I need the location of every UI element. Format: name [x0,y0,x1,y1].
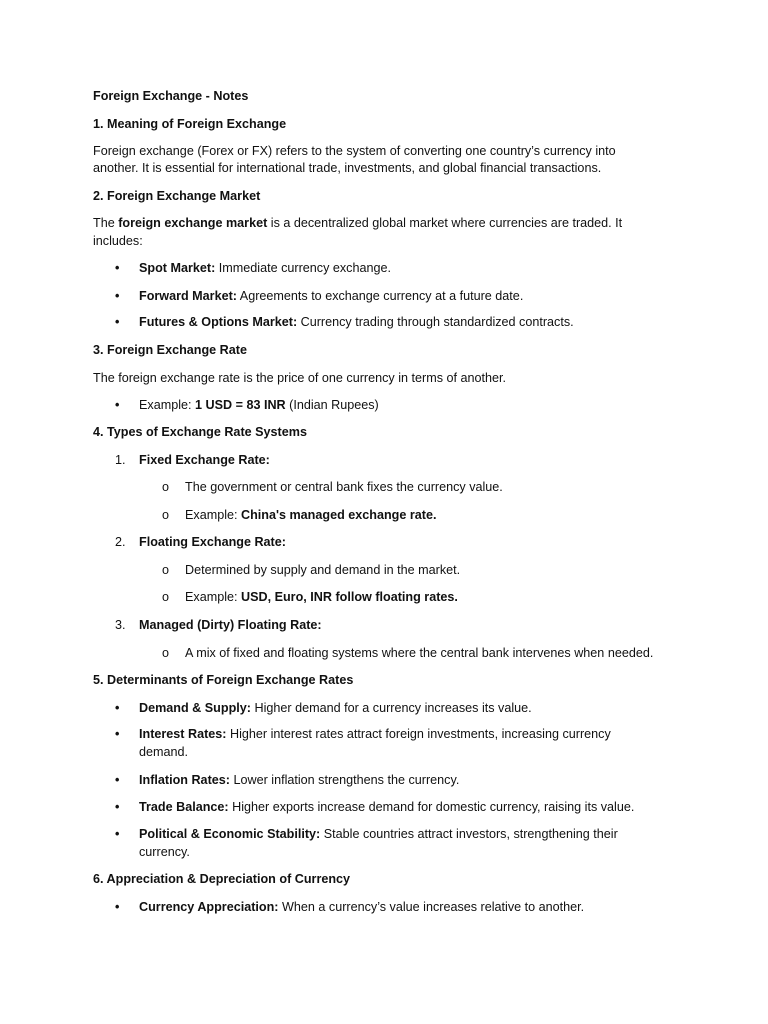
list-item-text: Higher exports increase demand for domestic currency, raising its value. [228,800,635,814]
bullet-marker: • [115,289,120,303]
list-item [139,725,611,743]
sub-list-item [185,506,436,524]
paragraph-line: The foreign exchange rate is the price of one currency in terms of another. [93,371,507,385]
bullet-marker: • [115,900,120,914]
sub-list-item [185,644,653,662]
bold-term: 1 USD = 83 INR [195,398,286,412]
list-item-text: Immediate currency exchange. [215,261,391,275]
numbered-item-label: Floating Exchange Rate: [139,535,286,549]
bold-term: Political & Economic Stability: [139,827,321,841]
bullet-marker: • [115,773,120,787]
bold-term: Futures & Options Market: [139,315,298,329]
list-item [139,798,634,816]
paragraph-line: another. It is essential for international trade, investments, and global financial transactions. [93,161,602,175]
bold-term: China's managed exchange rate. [241,508,437,522]
list-item [139,825,618,843]
bold-term: Spot Market: [139,261,216,275]
list-item-text: Stable countries attract investors, strengthening their [320,827,618,841]
bullet-marker: • [115,315,120,329]
sub-list-item [185,478,503,496]
list-item [139,771,459,789]
sub-bullet-marker: o [162,563,170,577]
document-title: Foreign Exchange - Notes [93,89,249,103]
bullet-marker: • [115,398,120,412]
bold-term: Interest Rates: [139,727,227,741]
section-heading-4: 4. Types of Exchange Rate Systems [93,425,307,439]
bullet-marker: • [115,827,120,841]
bullet-marker: • [115,727,120,741]
list-item-text: When a currency’s value increases relative to another. [278,900,585,914]
list-item-continuation: demand. [139,745,189,759]
list-item-text: Example: [185,508,241,522]
list-item [139,287,523,305]
list-item [139,313,574,331]
list-item [139,699,532,717]
bold-term: Trade Balance: [139,800,229,814]
bullet-marker: • [115,701,120,715]
bold-term: USD, Euro, INR follow floating rates. [241,590,458,604]
list-number: 1. [115,453,126,467]
bold-term: Demand & Supply: [139,701,251,715]
sub-bullet-marker: o [162,480,170,494]
list-item-text: Agreements to exchange currency at a future date. [236,289,524,303]
bold-term: Inflation Rates: [139,773,230,787]
section-heading-3: 3. Foreign Exchange Rate [93,343,247,357]
paragraph-line [93,214,622,232]
list-item-text: Example: [185,590,241,604]
paragraph-text: The [93,216,119,230]
sub-bullet-marker: o [162,590,170,604]
sub-list-item [185,561,460,579]
section-heading-1: 1. Meaning of Foreign Exchange [93,117,287,131]
bold-term: Forward Market: [139,289,237,303]
section-heading-6: 6. Appreciation & Depreciation of Currency [93,872,351,886]
sub-list-item [185,588,458,606]
list-item-text: (Indian Rupees) [285,398,379,412]
paragraph-line: Foreign exchange (Forex or FX) refers to the system of converting one country’s currency into [93,144,616,158]
list-number: 2. [115,535,126,549]
paragraph-text: is a decentralized global market where currencies are traded. It [267,216,623,230]
list-item-text: Higher interest rates attract foreign investments, increasing currency [226,727,611,741]
list-item-text: Lower inflation strengthens the currency. [229,773,460,787]
list-item [139,259,391,277]
list-number: 3. [115,618,126,632]
list-item-continuation: currency. [139,845,190,859]
bold-term: Currency Appreciation: [139,900,279,914]
bold-term: foreign exchange market [118,216,268,230]
bullet-marker: • [115,261,120,275]
list-item-text: A mix of fixed and floating systems where the central bank intervenes when needed. [185,646,654,660]
list-item-text: Determined by supply and demand in the market. [185,563,461,577]
sub-bullet-marker: o [162,508,170,522]
list-item-text: The government or central bank fixes the currency value. [185,480,503,494]
section-heading-5: 5. Determinants of Foreign Exchange Rates [93,673,354,687]
numbered-item-label: Managed (Dirty) Floating Rate: [139,618,322,632]
bullet-marker: • [115,800,120,814]
list-item-text: Currency trading through standardized contracts. [297,315,574,329]
list-item-text: Higher demand for a currency increases its value. [250,701,532,715]
sub-bullet-marker: o [162,646,170,660]
list-item [139,396,379,414]
list-item [139,898,584,916]
numbered-item-label: Fixed Exchange Rate: [139,453,270,467]
section-heading-2: 2. Foreign Exchange Market [93,189,261,203]
list-item-text: Example: [139,398,195,412]
paragraph-line: includes: [93,234,143,248]
